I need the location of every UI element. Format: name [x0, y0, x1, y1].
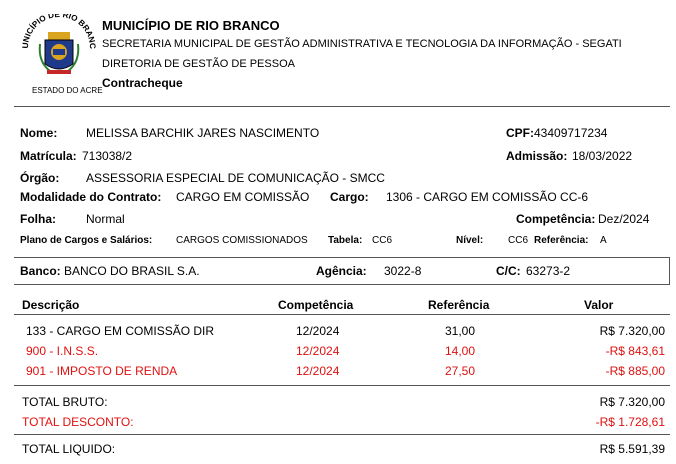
total-desconto-value: -R$ 1.728,61 [595, 415, 665, 429]
total-desconto-label: TOTAL DESCONTO: [22, 415, 134, 429]
competencia-label: Competência: [516, 212, 596, 226]
cc-label: C/C: [496, 264, 521, 278]
cc-value: 63273-2 [526, 264, 571, 278]
referencia-value: A [600, 235, 607, 246]
header-divider [14, 106, 670, 107]
row-2-competencia: 12/2024 [296, 344, 340, 358]
col-header-valor: Valor [584, 298, 614, 312]
row-1-referencia: 31,00 [445, 324, 476, 338]
row-1-descricao: 133 - CARGO EM COMISSÃO DIR [26, 324, 215, 338]
banco-label: Banco: [20, 264, 61, 278]
totals-top-divider [14, 385, 670, 386]
secretariat-name: SECRETARIA MUNICIPAL DE GESTÃO ADMINISTRATIVA E TECNOLOGIA DA INFORMAÇÃO - SEGATI [102, 38, 622, 50]
folha-value: Normal [86, 212, 125, 226]
modalidade-label: Modalidade do Contrato: [20, 190, 162, 204]
row-2-valor: -R$ 843,61 [605, 344, 665, 358]
total-liquido-value: R$ 5.591,39 [599, 442, 665, 456]
row-1-valor: R$ 7.320,00 [599, 324, 665, 338]
nivel-label: Nível: [456, 235, 484, 246]
table-header-divider [14, 314, 670, 315]
bank-bottom-border [14, 284, 670, 285]
totals-bottom-divider [14, 434, 670, 435]
col-header-descricao: Descrição [22, 298, 80, 312]
row-3-descricao: 901 - IMPOSTO DE RENDA [26, 364, 178, 378]
row-1-competencia: 12/2024 [296, 324, 340, 338]
banco-value: BANCO DO BRASIL S.A. [64, 264, 200, 278]
modalidade-value: CARGO EM COMISSÃO [176, 190, 310, 204]
cargo-value: 1306 - CARGO EM COMISSÃO CC-6 [386, 190, 589, 204]
referencia-label: Referência: [534, 235, 589, 246]
folha-label: Folha: [20, 212, 56, 226]
agencia-label: Agência: [316, 264, 367, 278]
tabela-label: Tabela: [328, 235, 363, 246]
col-header-referencia: Referência [428, 298, 490, 312]
admissao-label: Admissão: [506, 149, 568, 163]
matricula-label: Matrícula: [20, 149, 77, 163]
cpf-label: CPF: [506, 126, 534, 140]
employee-name: MELISSA BARCHIK JARES NASCIMENTO [86, 126, 320, 140]
document-title: Contracheque [102, 76, 183, 90]
directorate-name: DIRETORIA DE GESTÃO DE PESSOA [102, 58, 295, 70]
row-3-valor: -R$ 885,00 [605, 364, 665, 378]
row-2-referencia: 14,00 [445, 344, 476, 358]
svg-text:MUNICÍPIO DE RIO BRANCO: UNICÍPIO DE RIO BRANC [20, 14, 98, 50]
nivel-value: CC6 [508, 235, 529, 246]
bank-right-border [669, 257, 670, 285]
row-2-descricao: 900 - I.N.S.S. [26, 344, 99, 358]
row-3-referencia: 27,50 [445, 364, 476, 378]
municipal-seal [20, 14, 103, 95]
seal-bottom-text: ESTADO DO ACRE [32, 86, 103, 95]
competencia-value: Dez/2024 [598, 212, 650, 226]
orgao-value: ASSESSORIA ESPECIAL DE COMUNICAÇÃO - SMCC [86, 171, 385, 185]
agencia-value: 3022-8 [384, 264, 422, 278]
bank-top-border [14, 257, 670, 258]
tabela-value: CC6 [372, 235, 393, 246]
orgao-label: Órgão: [20, 171, 60, 185]
matricula-value: 713038/2 [82, 149, 133, 163]
total-liquido-label: TOTAL LIQUIDO: [22, 442, 116, 456]
col-header-competencia: Competência [278, 298, 354, 312]
municipality-title: MUNICÍPIO DE RIO BRANCO [102, 18, 280, 33]
plano-value: CARGOS COMISSIONADOS [176, 235, 308, 246]
cpf-value: 43409717234 [534, 126, 608, 140]
admissao-value: 18/03/2022 [572, 149, 633, 163]
total-bruto-value: R$ 7.320,00 [599, 395, 665, 409]
row-3-competencia: 12/2024 [296, 364, 340, 378]
name-label: Nome: [20, 126, 58, 140]
total-bruto-label: TOTAL BRUTO: [22, 395, 108, 409]
cargo-label: Cargo: [330, 190, 369, 204]
plano-label: Plano de Cargos e Salários: [20, 235, 153, 246]
